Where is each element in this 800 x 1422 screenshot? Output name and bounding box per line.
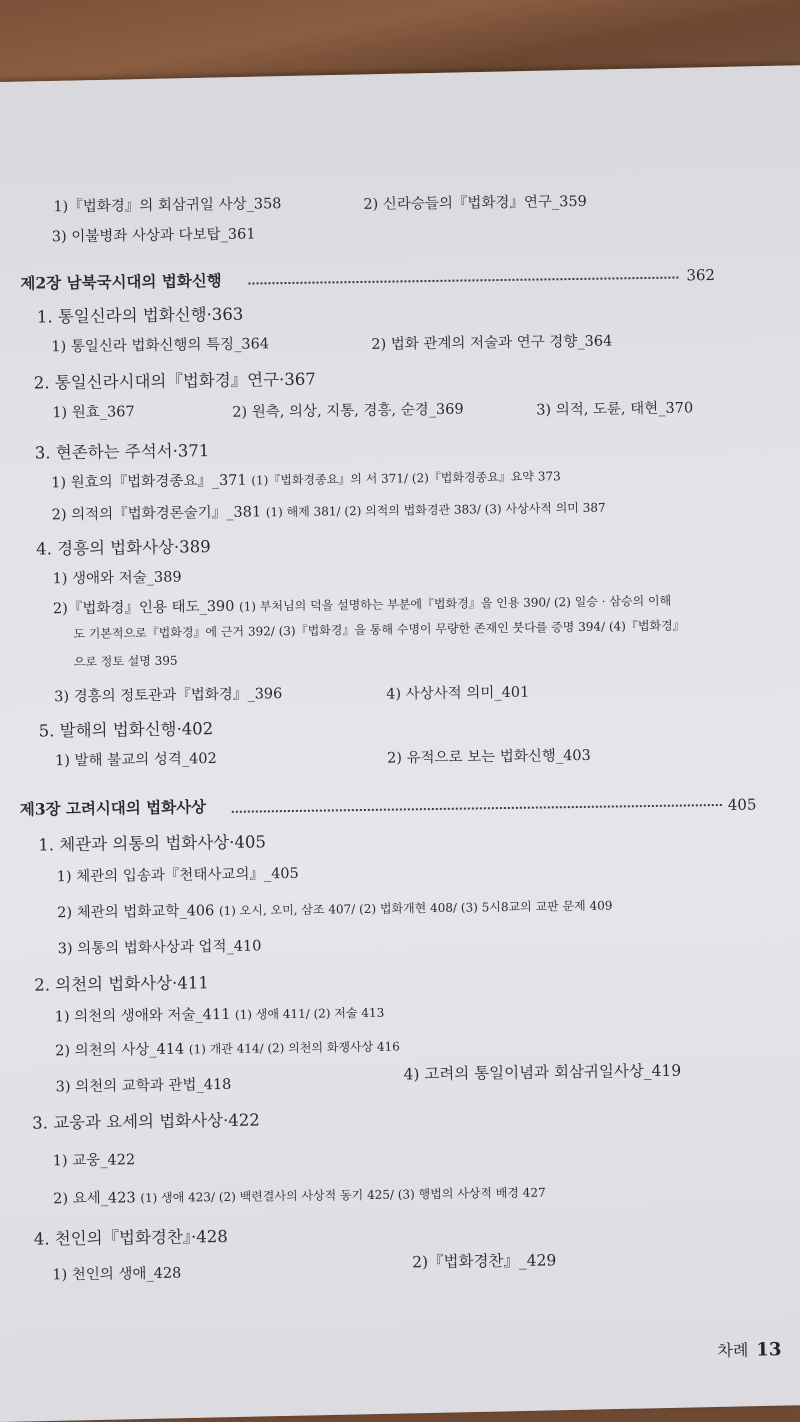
toc-entry-label: 2) 의적의『법화경론술기』_381 (51, 504, 262, 524)
toc-entry-label: 2)『법화경』인용 태도_390 (52, 598, 235, 618)
toc-entry (55, 1035, 400, 1061)
toc-entry: 4) 사상사적 의미_401 (386, 684, 530, 703)
toc-subentries: (1) 생애 423/ (2) 백련결사의 사상적 동기 425/ (3) 행법의 사상적 배경 427 (140, 1185, 546, 1206)
toc-subentries: 으로 정토 설명 395 (73, 653, 178, 670)
section-title: 4. 경흥의 법화사상·389 (36, 537, 211, 559)
chapter-title: 제3장 고려시대의 법화사상 (19, 797, 207, 819)
section-title: 3. 교웅과 요세의 법화사상·422 (32, 1110, 260, 1133)
section-title: 2. 통일신라시대의『법화경』연구·367 (33, 369, 316, 393)
toc-entry: 3) 의적, 도륜, 태현_370 (536, 400, 694, 419)
toc-entry (55, 1001, 385, 1027)
section-title: 4. 천인의『법화경찬』·428 (33, 1226, 228, 1249)
section-title: 2. 의천의 법화사상·411 (34, 973, 209, 995)
toc-entry (53, 1180, 546, 1208)
toc-entry: 3) 의통의 법화사상과 업적_410 (57, 938, 262, 958)
toc-entry-label: 2) 체관의 법화교학_406 (57, 903, 215, 922)
toc-entry-label: 1) 의천의 생애와 저술_411 (54, 1006, 231, 1026)
toc-entry: 1) 천인의 생애_428 (52, 1265, 182, 1284)
toc-subentries: 도 기본적으로『법화경』에 근거 392/ (3)『법화경』을 통해 수명이 무량한 존재인 붓다를 증명 394/ (4)『법화경』 (73, 618, 685, 642)
toc-entry-label: 2) 의천의 사상_414 (55, 1041, 185, 1060)
toc-entry: 2) 신라승들의『법화경』연구_359 (363, 193, 587, 213)
toc-subentries: (1) 부처님의 덕을 설명하는 부분에『법화경』을 인용 390/ (2) 일승 · 삼승의 이해 (238, 593, 672, 614)
toc-entry (57, 894, 612, 923)
toc-entry: 2) 원측, 의상, 지통, 경흥, 순경_369 (232, 401, 464, 421)
table-of-contents (0, 97, 800, 1408)
toc-entry: 4) 고려의 통일이념과 회삼귀일사상_419 (403, 1061, 682, 1084)
toc-entry: 3) 이불병좌 사상과 다보탑_361 (51, 226, 256, 246)
section-title: 5. 발해의 법화신행·402 (38, 719, 214, 741)
toc-entry (52, 496, 606, 525)
toc-entry: 1) 생애와 저술_389 (52, 569, 182, 588)
toc-entry: 1) 통일신라 법화신행의 특징_364 (51, 336, 270, 356)
toc-entry (53, 589, 671, 619)
toc-entry-label: 2) 요세_423 (53, 1190, 136, 1208)
section-title: 3. 현존하는 주석서·371 (34, 441, 210, 463)
toc-subentries: (1) 해제 381/ (2) 의적의 법화경관 383/ (3) 사상사적 의미 387 (265, 500, 606, 520)
toc-entry: 2) 유적으로 보는 법화신행_403 (387, 747, 591, 767)
toc-entry-label: 1) 원효의『법화경종요』_371 (51, 472, 247, 492)
section-title: 1. 체관과 의통의 법화사상·405 (38, 832, 267, 855)
toc-entry: 1) 발해 불교의 성격_402 (55, 751, 217, 770)
toc-entry: 2)『법화경찬』_429 (412, 1251, 557, 1272)
toc-entry: 3) 경흥의 정토관과『법화경』_396 (54, 686, 283, 706)
chapter-page-number: 405 (727, 795, 757, 814)
toc-subentries: (1) 생애 411/ (2) 저술 413 (234, 1005, 385, 1022)
toc-entry: 1) 교웅_422 (52, 1152, 136, 1170)
chapter-title: 제2장 남북국시대의 법화신행 (20, 270, 222, 293)
dot-leader (232, 804, 722, 813)
toc-entry: 1) 원효_367 (52, 404, 135, 422)
toc-subentries: (1) 개관 414/ (2) 의천의 화쟁사상 416 (188, 1039, 400, 1057)
section-title: 1. 통일신라의 법화신행·363 (36, 304, 244, 327)
toc-entry: 3) 의천의 교학과 관법_418 (55, 1076, 232, 1096)
toc-entry: 1) 체관의 입송과『천태사교의』_405 (56, 865, 299, 886)
dot-leader (248, 277, 678, 285)
chapter-page-number: 362 (686, 266, 716, 285)
toc-entry: 2) 법화 관계의 저술과 연구 경향_364 (371, 333, 613, 353)
toc-subentries: (1) 오시, 오미, 삼조 407/ (2) 법화개현 408/ (3) 5시8교의 교판 문제 409 (218, 898, 613, 919)
toc-entry (51, 464, 561, 492)
toc-subentries: (1)『법화경종요』의 서 371/ (2)『법화경종요』요약 373 (251, 469, 561, 488)
toc-entry: 1)『법화경』의 회삼귀일 사상_358 (53, 196, 282, 216)
page-number: 13 (756, 1339, 782, 1361)
footer-label: 차례 (717, 1340, 749, 1361)
page-footer (717, 1337, 781, 1361)
